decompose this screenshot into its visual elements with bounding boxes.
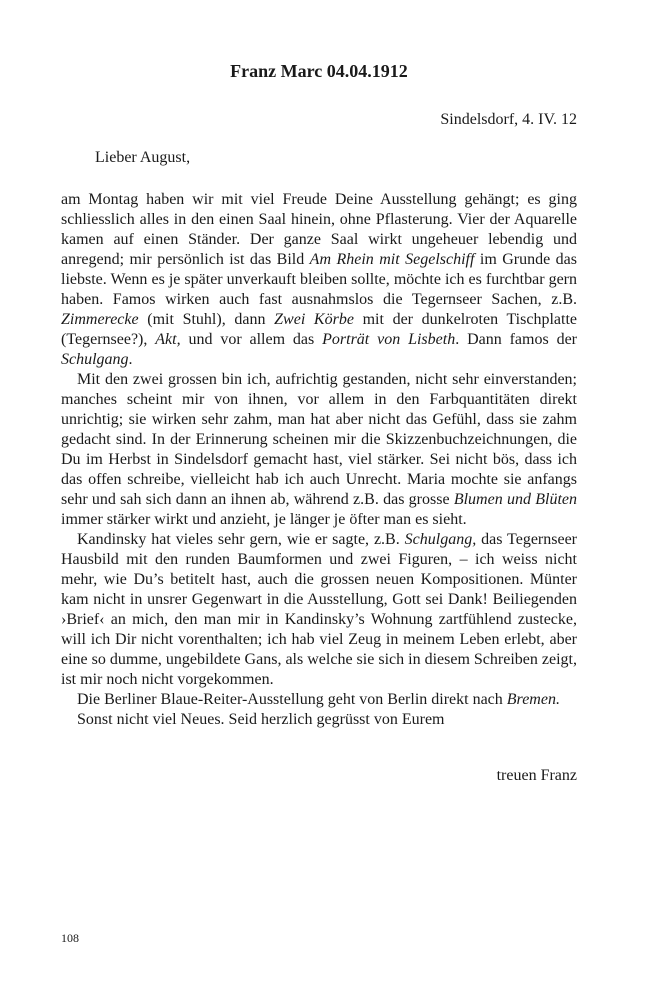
paragraph-text: Kandinsky hat vieles sehr gern, wie er sagte, z.B. [77, 531, 405, 548]
letter-place-date: Sindelsdorf, 4. IV. 12 [440, 111, 577, 128]
document-page [61, 0, 577, 990]
paragraph-text: Sonst nicht viel Neues. Seid herzlich gegrüsst von Eurem [77, 711, 445, 728]
page-number: 108 [61, 931, 79, 945]
paragraph-1 [61, 190, 577, 370]
paragraph-text: . Dann famos der [455, 331, 577, 348]
paragraph-text: und vor allem das [180, 331, 323, 348]
paragraph-4 [61, 690, 577, 710]
letter-body [61, 190, 577, 730]
paragraph-text: Mit den zwei grossen bin ich, aufrichtig gestanden, nicht sehr einverstanden; manches scheint mir von ihnen, vor allem in den Farbquantitäten direkt unrichtig; sie wirken sehr zahm, man hat aber nicht das Gefühl, dass sie zahm gedacht sind. In der Erinnerung scheinen mir die Skizzenbuchzeichnungen, die Du im Herbst in Sindelsdorf gemacht hast, viel stärker. Sei nicht bös, dass ich das offen schreibe, vielleicht hab ich auch Unrecht. Maria mochte sie anfangs sehr und sah sich dann an ihnen ab, während z.B. das grosse [61, 371, 577, 508]
italic-title-text: Zimmerecke [61, 311, 139, 328]
italic-title-text: Bremen. [506, 691, 560, 708]
paragraph-text: im Grunde das liebste. Wenn es je später unverkauft bleiben sollte, möchte ich es furchtbar gern haben. Famos wirken auch fast ausnahmslos die Tegernseer Sachen, z.B. [61, 251, 577, 308]
paragraph-text: am Montag haben wir mit viel Freude Deine Ausstellung gehängt; es ging schliesslich alles in den einen Saal hinein, ohne Pflasterung. Vier der Aquarelle kamen auf einen Ständer. Der ganze Saal wirkt ungeheuer lebendig und anregend; mir persönlich ist das Bild [61, 191, 577, 268]
paragraph-text: mit der dunkelroten Tischplatte (Tegernsee?), [61, 311, 577, 348]
italic-title-text: Zwei Körbe [274, 311, 354, 328]
letter-signature: treuen Franz [496, 767, 577, 784]
paragraph-text: immer stärker wirkt und anzieht, je länger je öfter man es sieht. [61, 511, 467, 528]
letter-salutation: Lieber August, [95, 149, 191, 166]
italic-title-text: Schulgang, [404, 531, 477, 548]
italic-title-text: Schulgang [61, 351, 129, 368]
italic-title-text: Akt, [155, 331, 181, 348]
italic-title-text: Porträt von Lisbeth [322, 331, 456, 348]
paragraph-text: . [128, 351, 133, 368]
paragraph-text: Die Berliner Blaue-Reiter-Ausstellung geht von Berlin direkt nach [77, 691, 507, 708]
paragraph-3 [61, 530, 577, 690]
paragraph-5 [61, 710, 577, 730]
paragraph-text: (mit Stuhl), dann [138, 311, 275, 328]
paragraph-2 [61, 370, 577, 530]
italic-title-text: Am Rhein mit Segelschiff [309, 251, 475, 268]
italic-title-text: Blumen und Blüten [453, 491, 577, 508]
paragraph-text: das Tegernseer Hausbild mit den runden Baumformen und zwei Figuren, – ich weiss nicht mehr, wie Du’s betitelt hast, auch die grossen neuen Kompositionen. Münter kam nicht in unsrer Gegenwart in die Ausstellung, Gott sei Dank! Beiliegenden ›Brief‹ an mich, den man mir in Kandinsky’s Wohnung zartfühlend zustecke, will ich Dir nicht vorenthalten; ich hab viel Zeug in meinem Leben erlebt, aber eine so dumme, ungebildete Gans, als welche sie sich in diesem Schreiben zeigt, ist mir noch nicht vorgekommen. [61, 531, 578, 688]
letter-title: Franz Marc 04.04.1912 [230, 61, 408, 81]
